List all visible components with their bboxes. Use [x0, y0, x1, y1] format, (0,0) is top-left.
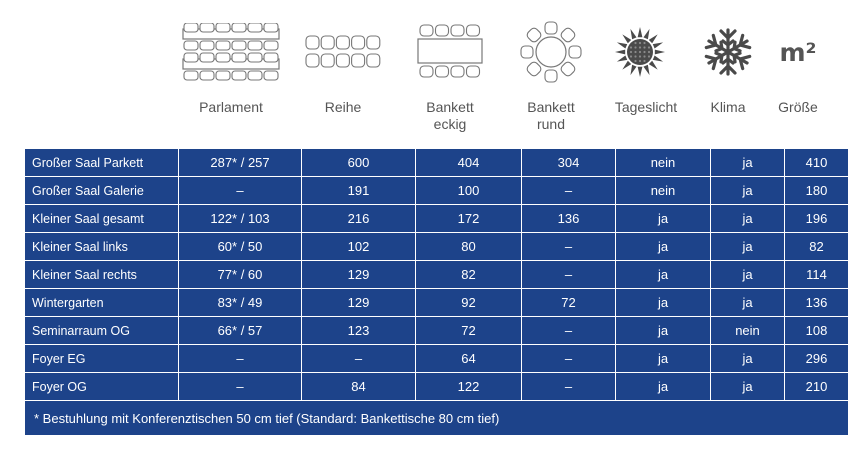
bankett-rund-cell: – — [522, 177, 616, 205]
reihe-cell: 129 — [302, 261, 416, 289]
room-name-cell: Wintergarten — [25, 289, 179, 317]
table-row — [25, 149, 849, 177]
groesse-cell: 136 — [785, 289, 849, 317]
klima-cell: ja — [711, 261, 785, 289]
bankett-rund-cell: – — [522, 261, 616, 289]
bankett-rund-cell: 72 — [522, 289, 616, 317]
room-name-cell: Großer Saal Galerie — [25, 177, 179, 205]
klima-cell: ja — [711, 149, 785, 177]
table-row — [25, 261, 849, 289]
bankett-eckig-cell: 404 — [416, 149, 522, 177]
room-name-cell: Kleiner Saal rechts — [25, 261, 179, 289]
header-bankett-rund: Bankett rund — [527, 99, 575, 132]
reihe-cell: 600 — [302, 149, 416, 177]
reihe-seating-icon — [303, 22, 383, 82]
parlament-cell: 77* / 60 — [179, 261, 302, 289]
groesse-cell: 114 — [785, 261, 849, 289]
bankett-rund-cell: – — [522, 317, 616, 345]
room-name-cell: Foyer OG — [25, 373, 179, 401]
parlament-cell: – — [179, 177, 302, 205]
reihe-cell: 129 — [302, 289, 416, 317]
groesse-cell: 296 — [785, 345, 849, 373]
bankett-eckig-cell: 122 — [416, 373, 522, 401]
bankett-eckig-cell: 82 — [416, 261, 522, 289]
groesse-cell: 82 — [785, 233, 849, 261]
bankett-rund-icon — [515, 22, 587, 82]
reihe-cell: 191 — [302, 177, 416, 205]
tageslicht-cell: ja — [616, 233, 711, 261]
klima-cell: ja — [711, 345, 785, 373]
tageslicht-cell: ja — [616, 205, 711, 233]
tageslicht-cell: nein — [616, 149, 711, 177]
tageslicht-cell: ja — [616, 261, 711, 289]
sun-icon — [612, 22, 668, 82]
parlament-cell: – — [179, 373, 302, 401]
table-row — [25, 373, 849, 401]
reihe-cell: – — [302, 345, 416, 373]
groesse-cell: 210 — [785, 373, 849, 401]
bankett-eckig-cell: 72 — [416, 317, 522, 345]
klima-cell: ja — [711, 289, 785, 317]
parlament-seating-icon — [180, 22, 282, 82]
parlament-cell: – — [179, 345, 302, 373]
bankett-rund-cell: 304 — [522, 149, 616, 177]
bankett-eckig-cell: 172 — [416, 205, 522, 233]
klima-cell: nein — [711, 317, 785, 345]
header-bankett-eckig: Bankett eckig — [426, 99, 474, 132]
room-name-cell: Foyer EG — [25, 345, 179, 373]
footnote: * Bestuhlung mit Konferenztischen 50 cm tief (Standard: Bankettische 80 cm tief) — [25, 401, 849, 436]
bankett-eckig-cell: 80 — [416, 233, 522, 261]
capacity-table — [24, 148, 849, 436]
room-name-cell: Kleiner Saal gesamt — [25, 205, 179, 233]
footnote-row — [25, 401, 849, 436]
area-icon: m² — [779, 37, 817, 67]
header-reihe: Reihe — [324, 99, 362, 115]
parlament-cell: 60* / 50 — [179, 233, 302, 261]
parlament-cell: 83* / 49 — [179, 289, 302, 317]
bankett-rund-cell: – — [522, 233, 616, 261]
header-tageslicht: Tageslicht — [614, 99, 678, 115]
tageslicht-cell: ja — [616, 317, 711, 345]
reihe-cell: 123 — [302, 317, 416, 345]
reihe-cell: 216 — [302, 205, 416, 233]
bankett-rund-cell: – — [522, 373, 616, 401]
table-row — [25, 317, 849, 345]
klima-cell: ja — [711, 205, 785, 233]
klima-cell: ja — [711, 177, 785, 205]
groesse-cell: 108 — [785, 317, 849, 345]
parlament-cell: 122* / 103 — [179, 205, 302, 233]
reihe-cell: 84 — [302, 373, 416, 401]
groesse-cell: 410 — [785, 149, 849, 177]
tageslicht-cell: ja — [616, 345, 711, 373]
tageslicht-cell: nein — [616, 177, 711, 205]
bankett-eckig-cell: 64 — [416, 345, 522, 373]
bankett-rund-cell: – — [522, 345, 616, 373]
bankett-eckig-cell: 92 — [416, 289, 522, 317]
klima-cell: ja — [711, 233, 785, 261]
table-row — [25, 233, 849, 261]
parlament-cell: 287* / 257 — [179, 149, 302, 177]
room-name-cell: Großer Saal Parkett — [25, 149, 179, 177]
room-name-cell: Kleiner Saal links — [25, 233, 179, 261]
parlament-cell: 66* / 57 — [179, 317, 302, 345]
bankett-eckig-cell: 100 — [416, 177, 522, 205]
table-row — [25, 205, 849, 233]
reihe-cell: 102 — [302, 233, 416, 261]
header-klima: Klima — [710, 99, 746, 115]
tageslicht-cell: ja — [616, 289, 711, 317]
header-parlament: Parlament — [199, 99, 263, 115]
table-row — [25, 345, 849, 373]
snowflake-icon — [700, 22, 756, 82]
groesse-cell: 180 — [785, 177, 849, 205]
bankett-eckig-icon — [410, 22, 490, 82]
table-row — [25, 177, 849, 205]
klima-cell: ja — [711, 373, 785, 401]
header-groesse: Größe — [778, 99, 818, 115]
table-row — [25, 289, 849, 317]
groesse-cell: 196 — [785, 205, 849, 233]
bankett-rund-cell: 136 — [522, 205, 616, 233]
tageslicht-cell: ja — [616, 373, 711, 401]
room-name-cell: Seminarraum OG — [25, 317, 179, 345]
